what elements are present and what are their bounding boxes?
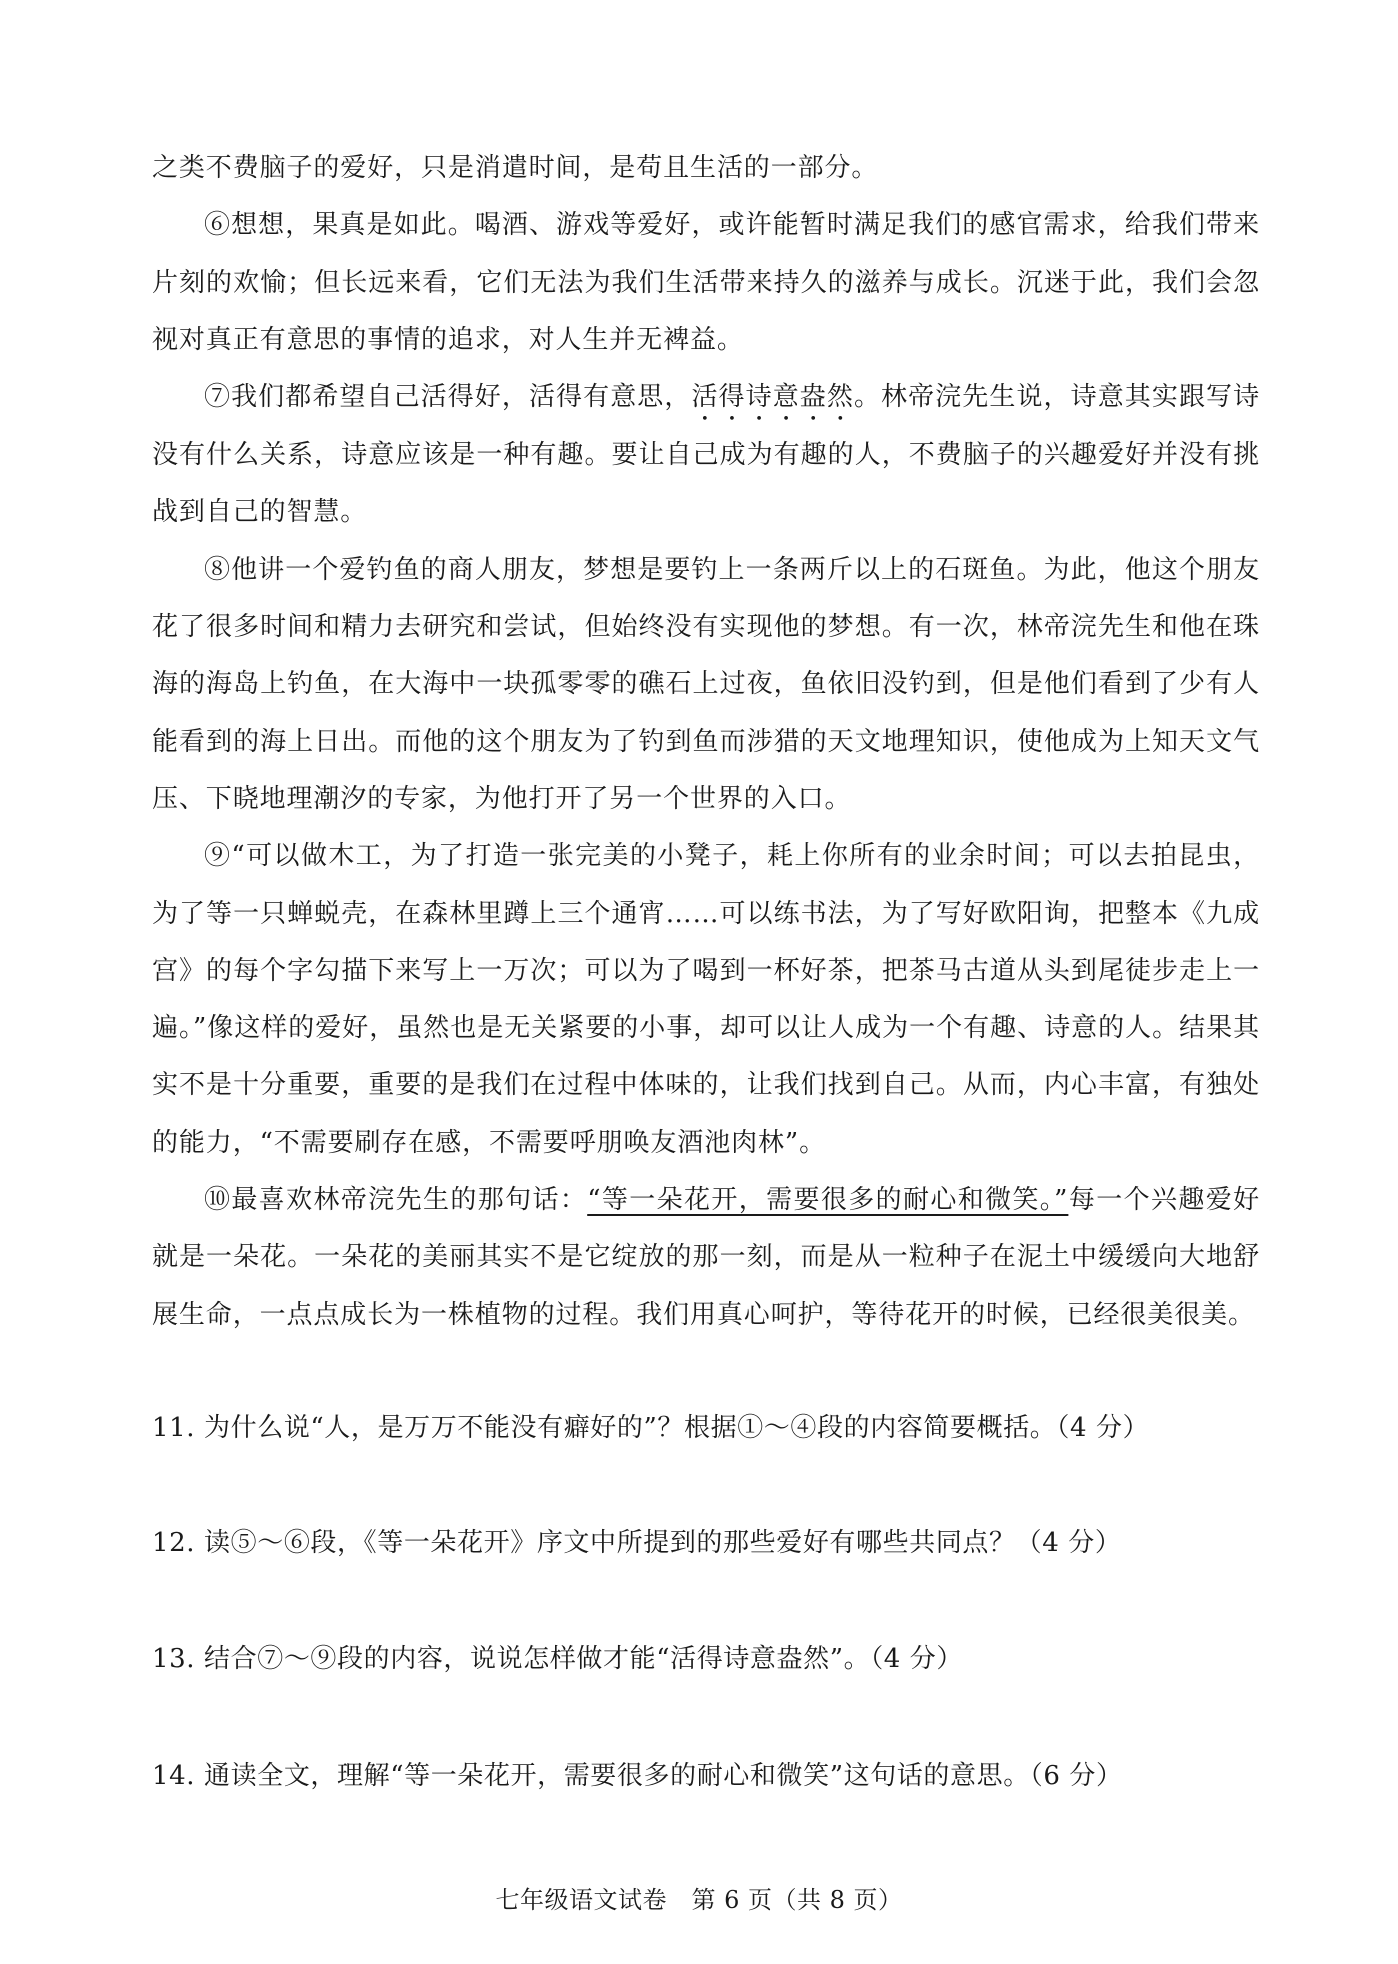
paragraph-7 xyxy=(152,369,1260,542)
paragraph-5-tail: 之类不费脑子的爱好，只是消遣时间，是苟且生活的一部分。 xyxy=(152,153,879,183)
paragraph-10 xyxy=(152,1172,1260,1344)
underlined-quote: “等一朵花开，需要很多的耐心和微笑。” xyxy=(587,1185,1069,1216)
question-11: 11. 为什么说“人，是万万不能没有癖好的”？根据①～④段的内容简要概括。（4 分） xyxy=(152,1413,1150,1443)
paragraph-8: ⑧他讲一个爱钓鱼的商人朋友，梦想是要钓上一条两斤以上的石斑鱼。为此，他这个朋友花了很多时间和精力去研究和尝试，但始终没有实现他的梦想。有一次，林帝浣先生和他在珠海的海岛上钓鱼，在大海中一块孤零零的礁石上过夜，鱼依旧没钓到，但是他们看到了少有人能看到的海上日出。而他的这个朋友为了钓到鱼而涉猎的天文地理知识，使他成为上知天文气压、下晓地理潮汐的专家，为他打开了另一个世界的入口。 xyxy=(152,554,1260,814)
paragraph-9: ⑨“可以做木工，为了打造一张完美的小凳子，耗上你所有的业余时间；可以去拍昆虫，为了等一只蝉蜕壳，在森林里蹲上三个通宵……可以练书法，为了写好欧阳询，把整本《九成宫》的每个字勾描下来写上一万次；可以为了喝到一杯好茶，把茶马古道从头到尾徒步走上一遍。”像这样的爱好，虽然也是无关紧要的小事，却可以让人成为一个有趣、诗意的人。结果其实不是十分重要，重要的是我们在过程中体味的，让我们找到自己。从而，内心丰富，有独处的能力，“不需要刷存在感，不需要呼朋唤友酒池肉林”。 xyxy=(152,841,1260,1158)
question-12: 12. 读⑤～⑥段，《等一朵花开》序文中所提到的那些爱好有哪些共同点？（4 分） xyxy=(152,1528,1122,1558)
question-13: 13. 结合⑦～⑨段的内容，说说怎样做才能“活得诗意盎然”。（4 分） xyxy=(152,1644,964,1674)
question-14: 14. 通读全文，理解“等一朵花开，需要很多的耐心和微笑”这句话的意思。（6 分） xyxy=(152,1761,1123,1791)
paragraph-7-before: ⑦我们都希望自己活得好，活得有意思， xyxy=(204,382,692,413)
paragraph-7-after: 。林帝浣先生说，诗意其实跟写诗没有什么关系，诗意应该是一种有趣。要让自己成为有趣的人，不费脑子的兴趣爱好并没有挑战到自己的智慧。 xyxy=(152,382,1261,528)
emphasized-phrase: 活得诗意盎然 xyxy=(691,382,854,413)
paragraph-6: ⑥想想，果真是如此。喝酒、游戏等爱好，或许能暂时满足我们的感官需求，给我们带来片刻的欢愉；但长远来看，它们无法为我们生活带来持久的滋养与成长。沉迷于此，我们会忽视对真正有意思的事情的追求，对人生并无裨益。 xyxy=(152,210,1260,355)
paragraph-10-before: ⑩最喜欢林帝浣先生的那句话： xyxy=(204,1185,588,1216)
page-footer: 七年级语文试卷 第 6 页（共 8 页） xyxy=(495,1886,903,1914)
paragraph-10-after: 每一个兴趣爱好就是一朵花。一朵花的美丽其实不是它绽放的那一刻，而是从一粒种子在泥土中缓缓向大地舒展生命，一点点成长为一株植物的过程。我们用真心呵护，等待花开的时候，已经很美很美。 xyxy=(152,1185,1260,1330)
passage xyxy=(152,140,1260,1344)
